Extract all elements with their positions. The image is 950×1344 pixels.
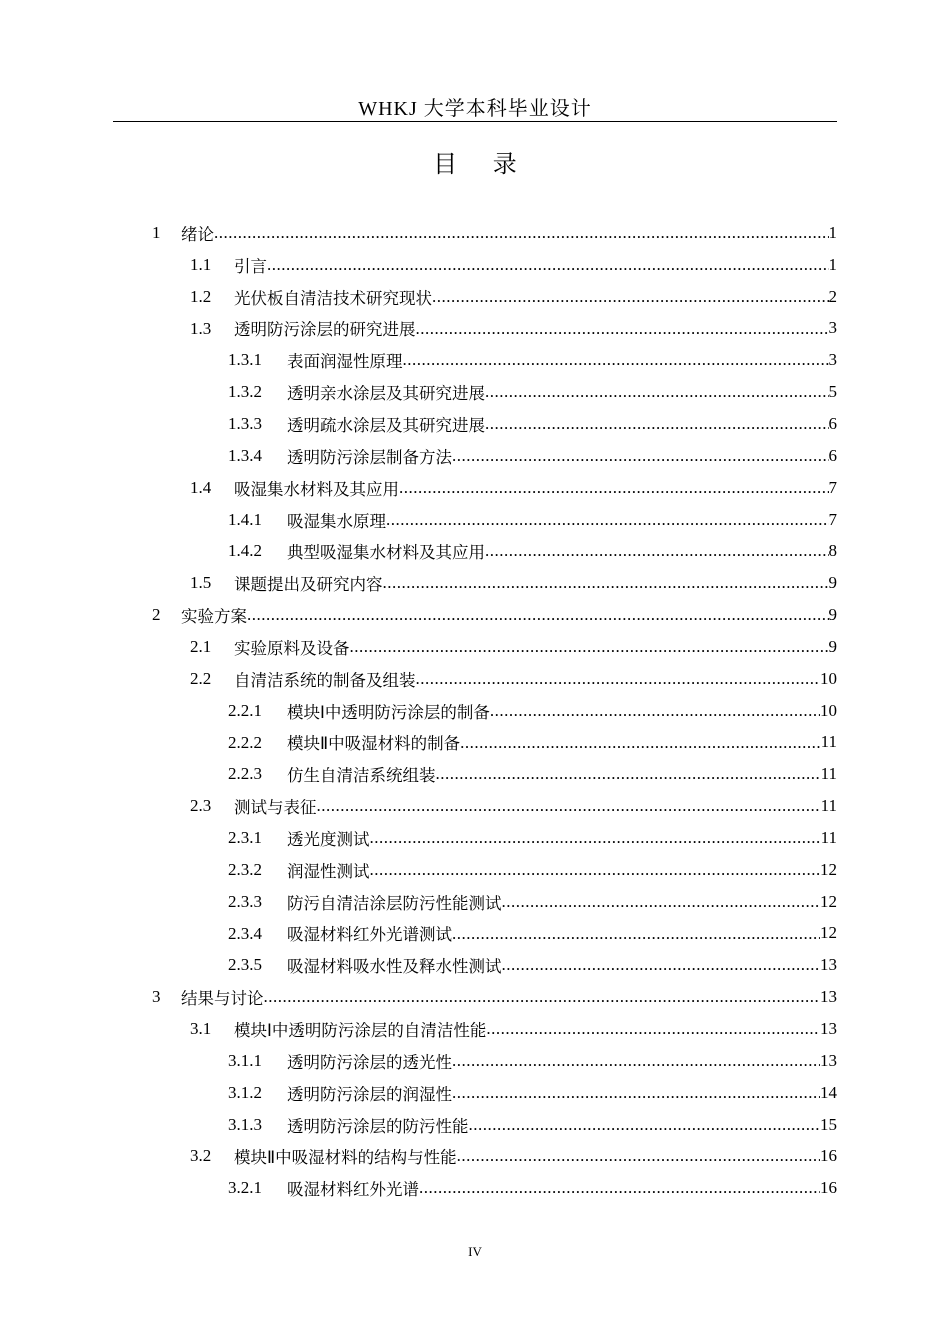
dot-leader bbox=[436, 758, 821, 790]
toc-entry-page: 15 bbox=[820, 1114, 837, 1134]
toc-entry-number: 1.3.2 bbox=[228, 382, 262, 402]
toc-entry-title: 透明疏水涂层及其研究进展 bbox=[287, 415, 485, 435]
dot-leader bbox=[386, 504, 829, 536]
toc-entry-number: 1.4.2 bbox=[228, 541, 262, 561]
toc-entry-page: 7 bbox=[828, 477, 837, 497]
toc-entry-number: 2.3 bbox=[190, 796, 212, 816]
toc-entry[interactable] bbox=[0, 663, 950, 695]
toc-entry-row bbox=[234, 1013, 837, 1045]
toc-entry-row bbox=[287, 758, 837, 790]
toc-entry-number: 1.5 bbox=[190, 573, 212, 593]
toc-entry-page: 12 bbox=[820, 891, 837, 911]
toc-entry[interactable] bbox=[0, 822, 950, 854]
toc-entry-title: 仿生自清洁系统组装 bbox=[287, 766, 436, 786]
toc-entry-row bbox=[287, 822, 837, 854]
toc-entry-page: 13 bbox=[820, 955, 837, 975]
toc-entry-row bbox=[181, 217, 837, 249]
toc-entry[interactable] bbox=[0, 981, 950, 1013]
toc-entry-row bbox=[234, 567, 837, 599]
toc-entry-title: 表面润湿性原理 bbox=[287, 352, 403, 372]
toc-entry[interactable] bbox=[0, 1013, 950, 1045]
toc-entry-page: 13 bbox=[820, 1050, 837, 1070]
dot-leader bbox=[416, 313, 829, 345]
toc-entry-title: 模块Ⅰ中透明防污涂层的制备 bbox=[287, 702, 490, 722]
toc-entry-number: 2.3.5 bbox=[228, 955, 262, 975]
toc-entry-page: 6 bbox=[828, 445, 837, 465]
toc-entry[interactable] bbox=[0, 790, 950, 822]
toc-entry-title: 引言 bbox=[234, 256, 267, 276]
dot-leader bbox=[317, 790, 821, 822]
dot-leader bbox=[486, 1013, 820, 1045]
dot-leader bbox=[264, 981, 821, 1013]
toc-entry-row bbox=[287, 1077, 837, 1109]
toc-entry-page: 9 bbox=[828, 605, 837, 625]
toc-entry[interactable] bbox=[0, 949, 950, 981]
toc-entry-number: 2.3.1 bbox=[228, 828, 262, 848]
toc-entry[interactable] bbox=[0, 758, 950, 790]
toc-entry-title: 防污自清洁涂层防污性能测试 bbox=[287, 893, 502, 913]
dot-leader bbox=[403, 344, 829, 376]
toc-entry-row bbox=[287, 535, 837, 567]
toc-entry-title: 绪论 bbox=[181, 224, 214, 244]
toc-entry-title: 模块Ⅰ中透明防污涂层的自清洁性能 bbox=[234, 1021, 487, 1041]
toc-entry-title: 课题提出及研究内容 bbox=[234, 575, 383, 595]
dot-leader bbox=[370, 854, 821, 886]
toc-entry-title: 吸湿材料红外光谱测试 bbox=[287, 925, 452, 945]
dot-leader bbox=[416, 663, 821, 695]
dot-leader bbox=[452, 1045, 820, 1077]
toc-entry[interactable] bbox=[0, 408, 950, 440]
toc-entry-row bbox=[287, 376, 837, 408]
dot-leader bbox=[457, 1140, 820, 1172]
toc-entry-row bbox=[287, 949, 837, 981]
dot-leader bbox=[419, 1172, 820, 1204]
dot-leader bbox=[485, 535, 829, 567]
toc-entry-page: 3 bbox=[828, 350, 837, 370]
dot-leader bbox=[267, 249, 829, 281]
toc-entry-row bbox=[287, 408, 837, 440]
toc-entry-title: 自清洁系统的制备及组装 bbox=[234, 670, 416, 690]
toc-entry-number: 2 bbox=[152, 605, 161, 625]
toc-entry-row bbox=[234, 249, 837, 281]
dot-leader bbox=[247, 599, 829, 631]
toc-entry-number: 1.4.1 bbox=[228, 509, 262, 529]
dot-leader bbox=[485, 376, 829, 408]
toc-entry-page: 14 bbox=[820, 1082, 837, 1102]
toc-entry[interactable] bbox=[0, 535, 950, 567]
toc-entry[interactable] bbox=[0, 695, 950, 727]
toc-entry-title: 模块Ⅱ中吸湿材料的结构与性能 bbox=[234, 1148, 457, 1168]
toc-entry-number: 1.4 bbox=[190, 477, 212, 497]
dot-leader bbox=[452, 1077, 820, 1109]
toc-entry-row bbox=[287, 918, 837, 950]
toc-entry-title: 透明防污涂层的透光性 bbox=[287, 1052, 452, 1072]
toc-entry-number: 2.2 bbox=[190, 668, 212, 688]
toc-entry[interactable] bbox=[0, 376, 950, 408]
toc-entry-page: 12 bbox=[820, 923, 837, 943]
toc-entry-number: 2.3.2 bbox=[228, 859, 262, 879]
toc-entry-page: 13 bbox=[820, 1019, 837, 1039]
toc-entry-row bbox=[287, 344, 837, 376]
toc-entry-row bbox=[181, 981, 837, 1013]
toc-entry-row bbox=[234, 281, 837, 313]
dot-leader bbox=[214, 217, 829, 249]
toc-entry[interactable] bbox=[0, 217, 950, 249]
toc-entry-page: 16 bbox=[820, 1178, 837, 1198]
dot-leader bbox=[460, 727, 821, 759]
toc-entry[interactable] bbox=[0, 472, 950, 504]
toc-entry-number: 3.2.1 bbox=[228, 1178, 262, 1198]
toc-entry-row bbox=[234, 313, 837, 345]
toc-entry[interactable] bbox=[0, 599, 950, 631]
toc-entry-row bbox=[287, 1172, 837, 1204]
dot-leader bbox=[490, 695, 820, 727]
toc-entry[interactable] bbox=[0, 504, 950, 536]
toc-entry-number: 1.3.1 bbox=[228, 350, 262, 370]
toc-entry[interactable] bbox=[0, 1077, 950, 1109]
toc-entry-title: 吸湿材料红外光谱 bbox=[287, 1180, 419, 1200]
toc-entry-row bbox=[287, 727, 837, 759]
dot-leader bbox=[432, 281, 829, 313]
toc-entry-number: 2.3.3 bbox=[228, 891, 262, 911]
toc-entry-row bbox=[287, 1109, 837, 1141]
toc-entry-number: 1.1 bbox=[190, 254, 212, 274]
document-header-title: WHKJ 大学本科毕业设计 bbox=[358, 98, 592, 120]
toc-entry-title: 透明防污涂层制备方法 bbox=[287, 447, 452, 467]
toc-entry-number: 1.3.3 bbox=[228, 414, 262, 434]
toc-entry[interactable] bbox=[0, 440, 950, 472]
header-divider bbox=[113, 121, 837, 122]
toc-entry-page: 1 bbox=[828, 254, 837, 274]
toc-entry-page: 10 bbox=[820, 700, 837, 720]
dot-leader bbox=[383, 567, 829, 599]
toc-entry-page: 16 bbox=[820, 1146, 837, 1166]
toc-entry-row bbox=[287, 695, 837, 727]
toc-entry-title: 典型吸湿集水材料及其应用 bbox=[287, 543, 485, 563]
dot-leader bbox=[350, 631, 829, 663]
toc-entry-page: 8 bbox=[828, 541, 837, 561]
toc-entry-number: 3.2 bbox=[190, 1146, 212, 1166]
toc-entry-number: 3.1.2 bbox=[228, 1082, 262, 1102]
dot-leader bbox=[399, 472, 829, 504]
toc-entry-number: 3.1 bbox=[190, 1019, 212, 1039]
toc-entry-title: 实验方案 bbox=[181, 607, 247, 627]
toc-entry[interactable] bbox=[0, 1045, 950, 1077]
toc-entry-row bbox=[234, 790, 837, 822]
toc-entry-row bbox=[287, 504, 837, 536]
toc-entry-row bbox=[287, 886, 837, 918]
dot-leader bbox=[502, 949, 821, 981]
toc-entry-page: 12 bbox=[820, 859, 837, 879]
toc-entry-page: 2 bbox=[828, 286, 837, 306]
dot-leader bbox=[502, 886, 821, 918]
toc-entry-title: 光伏板自清洁技术研究现状 bbox=[234, 288, 432, 308]
toc-entry-row bbox=[287, 854, 837, 886]
toc-entry-title: 实验原料及设备 bbox=[234, 638, 350, 658]
toc-entry-page: 5 bbox=[828, 382, 837, 402]
toc-entry-page: 11 bbox=[820, 732, 837, 752]
toc-entry-title: 模块Ⅱ中吸湿材料的制备 bbox=[287, 734, 461, 754]
toc-entry-number: 2.3.4 bbox=[228, 923, 262, 943]
toc-entry[interactable] bbox=[0, 249, 950, 281]
toc-entry-title: 透明亲水涂层及其研究进展 bbox=[287, 384, 485, 404]
toc-entry[interactable] bbox=[0, 313, 950, 345]
toc-entry-row bbox=[234, 472, 837, 504]
dot-leader bbox=[469, 1109, 821, 1141]
dot-leader bbox=[452, 440, 829, 472]
toc-entry-number: 1 bbox=[152, 223, 161, 242]
toc-entry-number: 3 bbox=[152, 987, 161, 1007]
toc-entry[interactable] bbox=[0, 1140, 950, 1172]
toc-entry-page: 3 bbox=[828, 318, 837, 338]
toc-entry[interactable] bbox=[0, 344, 950, 376]
toc-entry[interactable] bbox=[0, 727, 950, 759]
toc-entry-page: 10 bbox=[820, 668, 837, 688]
toc-entry-title: 测试与表征 bbox=[234, 798, 317, 818]
toc-entry[interactable] bbox=[0, 854, 950, 886]
toc-entry-page: 11 bbox=[820, 764, 837, 784]
dot-leader bbox=[485, 408, 829, 440]
dot-leader bbox=[370, 822, 821, 854]
toc-entry-row bbox=[181, 599, 837, 631]
toc-entry-page: 6 bbox=[828, 413, 837, 433]
toc-heading: 目 录 bbox=[433, 150, 531, 178]
toc-entry-page: 11 bbox=[820, 796, 837, 816]
toc-entry-number: 2.1 bbox=[190, 636, 212, 656]
toc-entry-title: 润湿性测试 bbox=[287, 861, 370, 881]
dot-leader bbox=[452, 918, 820, 950]
toc-entry-number: 1.3 bbox=[190, 318, 212, 338]
toc-entry-number: 1.2 bbox=[190, 286, 212, 306]
page-number: IV bbox=[468, 1244, 482, 1259]
toc-entry[interactable] bbox=[0, 1172, 950, 1204]
toc-entry[interactable] bbox=[0, 918, 950, 950]
toc-entry[interactable] bbox=[0, 281, 950, 313]
toc-entry-number: 2.2.1 bbox=[228, 700, 262, 720]
toc-entry-page: 13 bbox=[820, 987, 837, 1007]
toc-entry-row bbox=[234, 631, 837, 663]
toc-entry-row bbox=[234, 1140, 837, 1172]
toc-entry-row bbox=[287, 440, 837, 472]
toc-entry-page: 7 bbox=[828, 509, 837, 529]
toc-entry-row bbox=[287, 1045, 837, 1077]
toc-entry-page: 9 bbox=[828, 573, 837, 593]
toc-entry-number: 2.2.3 bbox=[228, 764, 262, 784]
toc-entry-number: 2.2.2 bbox=[228, 732, 262, 752]
toc-entry-title: 透明防污涂层的研究进展 bbox=[234, 320, 416, 340]
toc-entry-title: 吸湿集水材料及其应用 bbox=[234, 479, 399, 499]
toc-entry[interactable] bbox=[0, 631, 950, 663]
toc-entry-number: 3.1.3 bbox=[228, 1114, 262, 1134]
toc-entry-page: 11 bbox=[820, 827, 837, 847]
toc-entry-title: 透光度测试 bbox=[287, 829, 370, 849]
toc-entry-title: 透明防污涂层的润湿性 bbox=[287, 1084, 452, 1104]
toc-entry[interactable] bbox=[0, 886, 950, 918]
toc-entry-title: 结果与讨论 bbox=[181, 989, 264, 1009]
toc-entry-title: 透明防污涂层的防污性能 bbox=[287, 1116, 469, 1136]
toc-entry-page: 9 bbox=[828, 636, 837, 656]
toc-entry[interactable] bbox=[0, 1109, 950, 1141]
table-of-contents bbox=[0, 217, 950, 1204]
toc-entry-title: 吸湿集水原理 bbox=[287, 511, 386, 531]
toc-entry-number: 3.1.1 bbox=[228, 1050, 262, 1070]
toc-entry[interactable] bbox=[0, 567, 950, 599]
toc-entry-title: 吸湿材料吸水性及释水性测试 bbox=[287, 957, 502, 977]
toc-entry-row bbox=[234, 663, 837, 695]
toc-entry-page: 1 bbox=[828, 222, 837, 242]
toc-entry-number: 1.3.4 bbox=[228, 445, 262, 465]
